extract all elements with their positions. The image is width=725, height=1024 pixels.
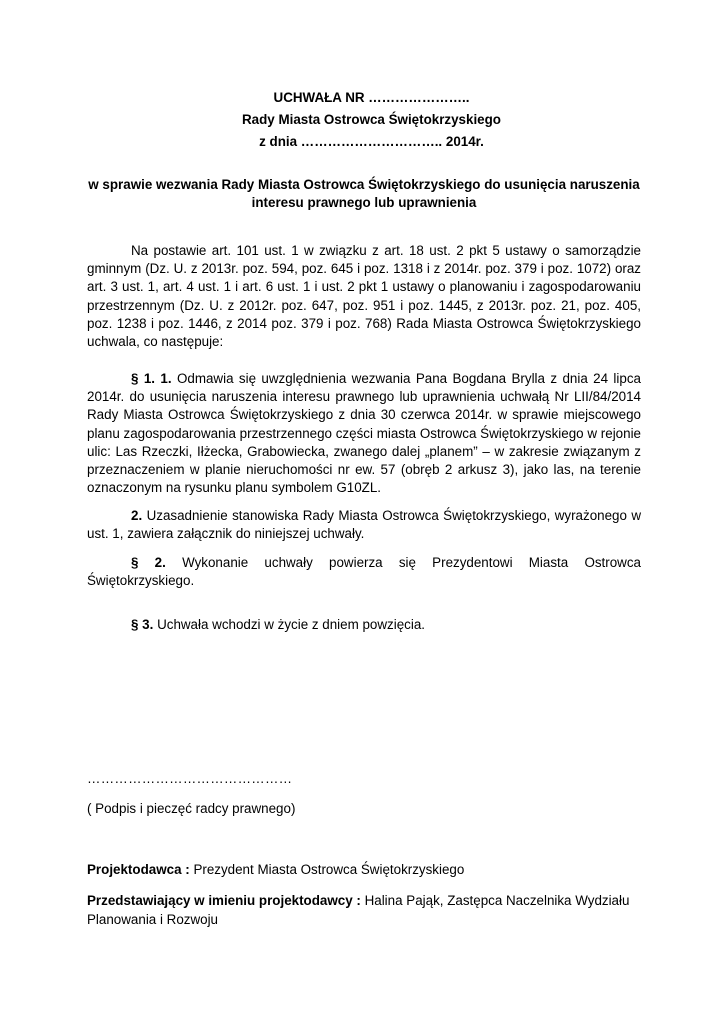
paragraph-2-label: § 2.: [131, 555, 166, 570]
projektodawca-value: Prezydent Miasta Ostrowca Świętokrzyskiego: [193, 862, 465, 877]
paragraph-2: [87, 554, 641, 590]
paragraph-1-1: [87, 370, 641, 497]
paragraph-3-text: Uchwała wchodzi w życie z dniem powzięcia.: [157, 617, 425, 632]
signature-line: ………………………………………: [87, 771, 293, 786]
council-name: Rady Miasta Ostrowca Świętokrzyskiego: [242, 112, 501, 127]
resolution-header: [0, 87, 725, 153]
paragraph-3: [87, 616, 641, 634]
resolution-subject: w sprawie wezwania Rady Miasta Ostrowca Świętokrzyskiego do usunięcia naruszenia interesu prawnego lub uprawnienia: [88, 177, 640, 210]
paragraph-2-text: Wykonanie uchwały powierza się Prezydentowi Miasta Ostrowca Świętokrzyskiego.: [87, 555, 641, 589]
paragraph-1-1-text: Odmawia się uwzględnienia wezwania Pana Bogdana Brylla z dnia 24 lipca 2014r. do usunięcia naruszenia interesu prawnego lub uprawnienia uchwałą Nr LII/84/2014 Rady Miasta Ostrowca Świętokrzyskiego z dnia 30 czerwca 2014r. w sprawie miejscowego planu zagospodarowania przestrzennego części miasta Ostrowca Świętokrzyskiego w rejonie ulic: Las Rzeczki, Iłżecka, Grabowiecka, zwanego dalej „planem” – w zakresie związanym z przeznaczeniem w planie nieruchomości nr ew. 57 (obręb 2 arkusz 3), jako las, na terenie oznaczonym na rysunku planu symbolem G10ZL.: [87, 371, 641, 496]
preamble: Na postawie art. 101 ust. 1 w związku z art. 18 ust. 2 pkt 5 ustawy o samorządzie gminnym (Dz. U. z 2013r. poz. 594, poz. 645 i poz. 1318 i z 2014r. poz. 379 i poz. 1072) oraz art. 3 ust. 1, art. 4 ust. 1 i art. 6 ust. 1 i ust. 2 pkt 1 ustawy o planowaniu i zagospodarowaniu przestrzennym (Dz. U. z 2012r. poz. 647, poz. 951 i poz. 1445, z 2013r. poz. 21, poz. 405, poz. 1238 i poz. 1446, z 2014 poz. 379 i poz. 768) Rada Miasta Ostrowca Świętokrzyskiego uchwala, co następuje:: [87, 243, 641, 350]
projektodawca: [87, 862, 464, 877]
paragraph-1-2-text: Uzasadnienie stanowiska Rady Miasta Ostrowca Świętokrzyskiego, wyrażonego w ust. 1, zawiera załącznik do niniejszej uchwały.: [87, 508, 641, 542]
paragraph-3-label: § 3.: [131, 617, 154, 632]
resolution-number: UCHWAŁA NR …………………..: [273, 90, 470, 105]
paragraph-1-2: [87, 507, 641, 543]
przedstawiajacy-value: Halina Pająk, Zastępca Naczelnika Wydziału Planowania i Rozwoju: [87, 893, 630, 927]
resolution-date: z dnia ………………………….. 2014r.: [259, 134, 484, 149]
przedstawiajacy-label: Przedstawiający w imieniu projektodawcy :: [87, 893, 361, 908]
projektodawca-label: Projektodawca :: [87, 862, 190, 877]
paragraph-1-1-label: § 1. 1.: [131, 371, 172, 386]
signature-note: ( Podpis i pieczęć radcy prawnego): [87, 801, 296, 816]
paragraph-1-2-label: 2.: [131, 508, 143, 523]
przedstawiajacy: [87, 891, 641, 929]
